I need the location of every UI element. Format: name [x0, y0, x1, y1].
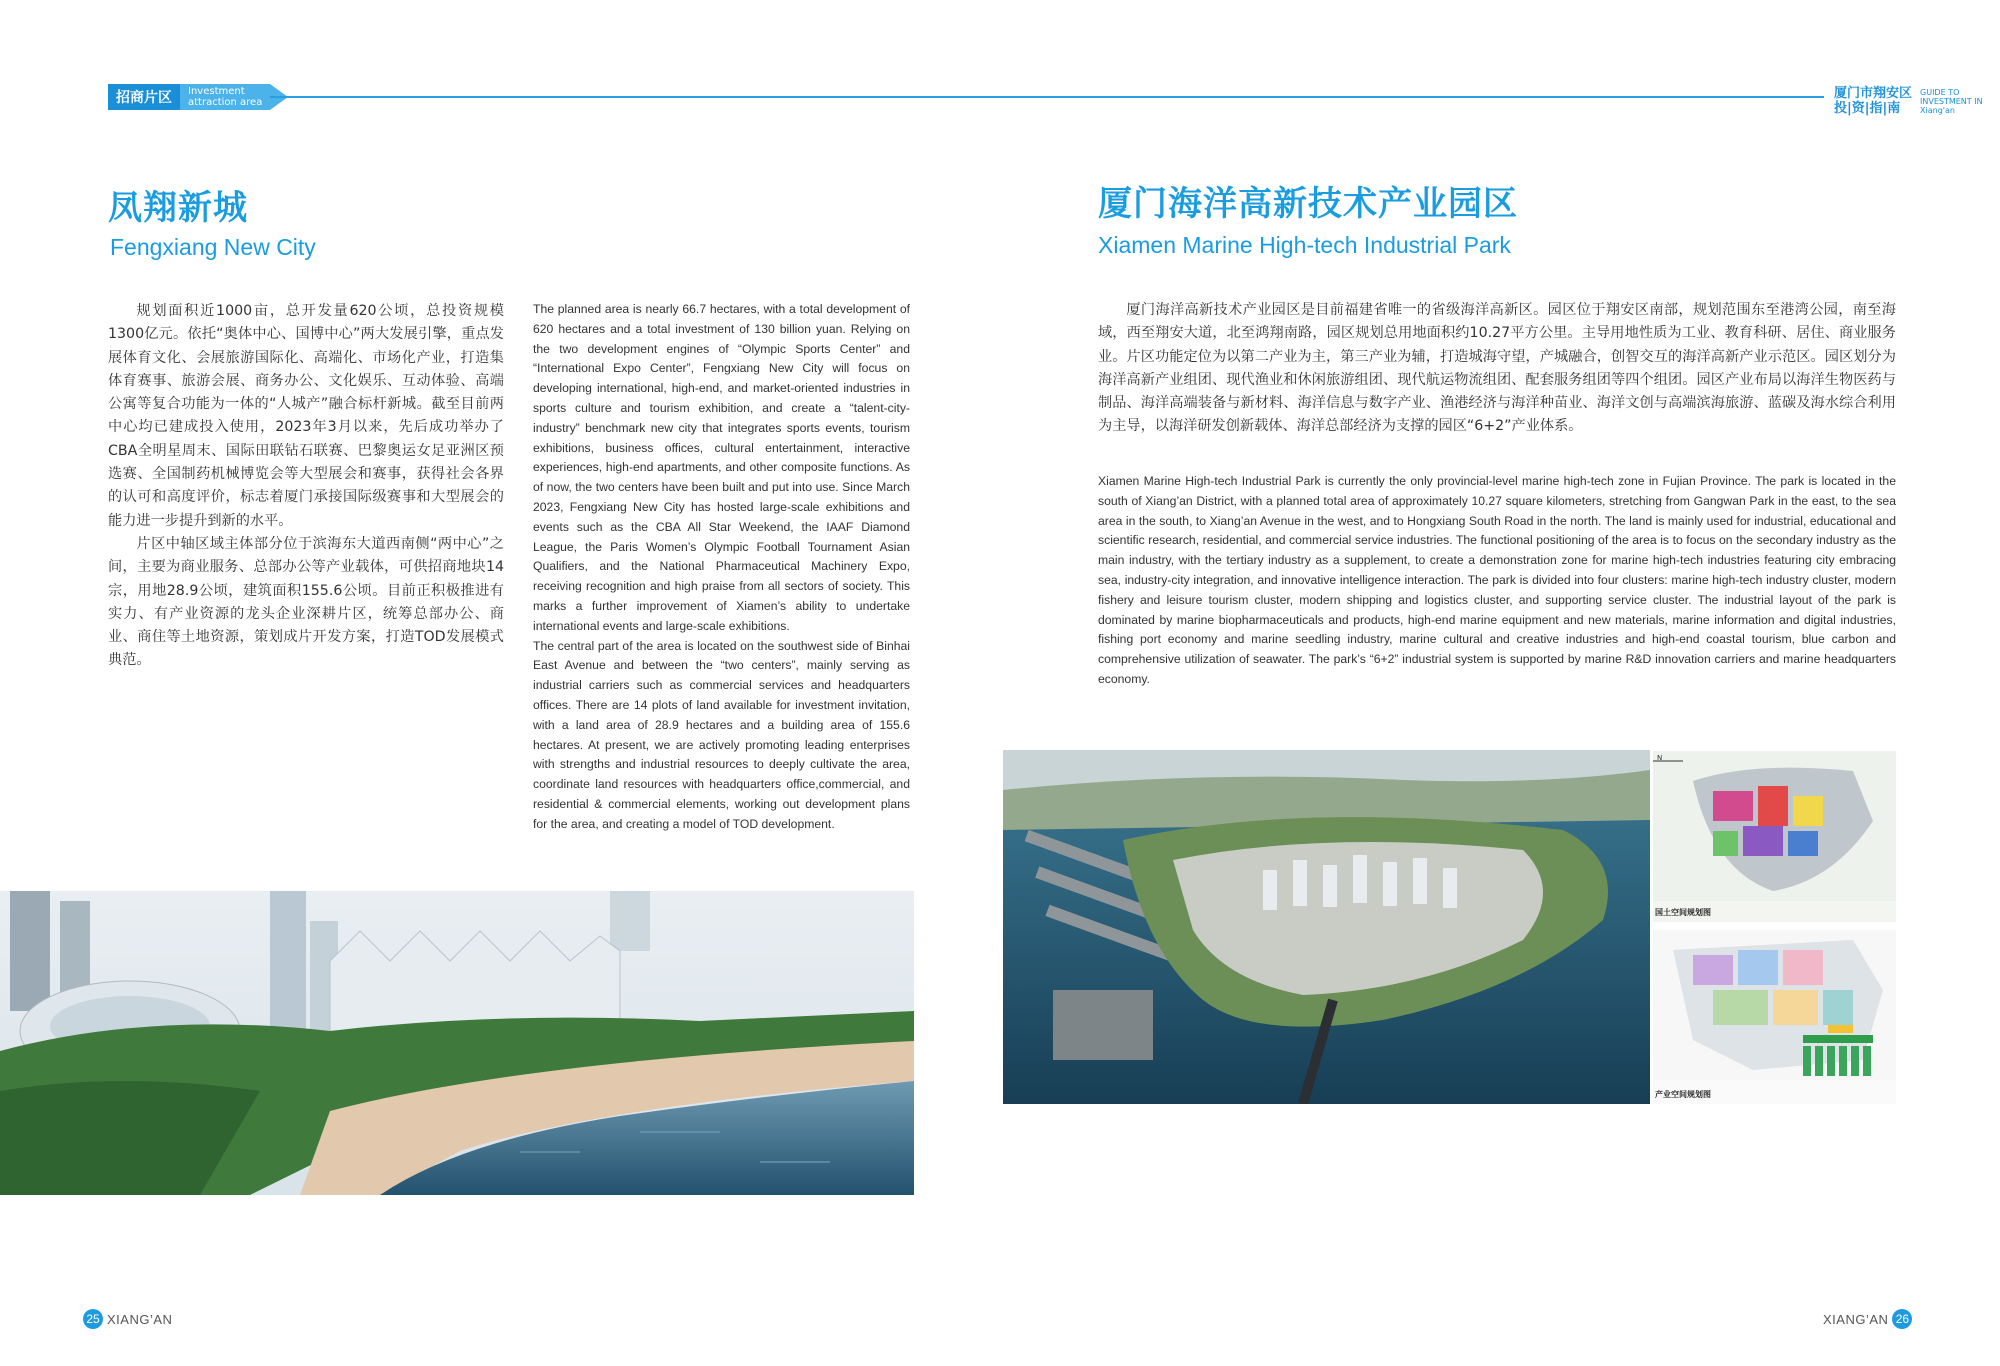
- right-title-cn: 厦门海洋高新技术产业园区: [1098, 184, 1518, 224]
- footer-right: [1823, 1309, 1912, 1329]
- footer-left-text: XIANG’AN: [107, 1311, 173, 1327]
- left-cn-paragraph-1: 规划面积近1000亩，总开发量620公顷，总投资规模1300亿元。依托“奥体中心、国博中心”两大发展引擎，重点发展体育文化、会展旅游国际化、高端化、市场化产业，打造集体育赛事、旅游会展、商务办公、文化娱乐、互动体验、高端公寓等复合功能为一体的“人城产”融合标杆新城。截至目前两中心均已建成投入使用，2023年3月以来，先后成功举办了CBA全明星周末、国际田联钻石联赛、巴黎奥运女足亚洲区预选赛、全国制药机械博览会等大型展会和赛事，获得社会各界的认可和高度评价，标志着厦门承接国际级赛事和大型展会的能力进一步提升到新的水平。: [108, 303, 504, 529]
- left-title-cn: 凤翔新城: [108, 188, 248, 228]
- left-en-paragraph-1: The planned area is nearly 66.7 hectares, with a total development of 620 hectares and a total investment of 130 billion yuan. Relying on the two development engines of “Olympic Sports Center” and “International Expo Center”, Fengxiang New City will focus on developing international, high-end, and market-oriented industries in sports culture and tourism exhibition, and create a “talent-city-industry” benchmark new city that integrates sports events, tourism exhibitions, business offices, cultural entertainment, interactive experiences, high-end apartments, and other composite functions. As of now, the two centers have been built and put into use. Since March 2023, Fengxiang New City has hosted large-scale exhibitions and events such as the CBA All Star Weekend, the IAAF Diamond League, the Paris Women’s Olympic Football Tournament Asian Qualifiers, and the National Pharmaceutical Machinery Expo, receiving recognition and high praise from all sectors of society. This marks a further improvement of Xiamen’s ability to undertake international events and large-scale exhibitions.: [533, 302, 910, 633]
- right-cn-text: [1098, 299, 1896, 439]
- guide-en-line1: GUIDE TO: [1920, 87, 1960, 97]
- guide-badge-cn: [1834, 86, 1912, 116]
- right-en-text: Xiamen Marine High-tech Industrial Park is currently the only provincial-level marine high-tech zone in Fujian Province. The park is located in the south of Xiang’an District, with a planned total area of approximately 10.27 square kilometers, stretching from Gangwan Park in the east, to the sea area in the south, to Xiang’an Avenue in the west, and to Hongxiang South Road in the north. The land is mainly used for industrial, educational and scientific research, residential, and commercial service industries. The functional positioning of the area is to focus on the secondary industry as the main industry, with the tertiary industry as a supplement, to create a demonstration zone for marine high-tech industries featuring city embracing sea, industry-city integration, and innovative intelligence interaction. The park is divided into four clusters: marine high-tech industry cluster, modern fishery and leisure tourism cluster, modern shipping and logistics cluster, and supporting service cluster. The industrial layout of the park is dominated by marine biopharmaceuticals and products, high-end marine equipment and new materials, marine information and digital industries, fishing port economy and marine seedling industry, marine cultural and creative industries and high-end coastal tourism, blue carbon and comprehensive utilization of seawater. The park’s “6+2” industrial system is supported by marine R&D innovation carriers and marine headquarters economy.: [1098, 474, 1896, 686]
- footer-left: [83, 1309, 172, 1329]
- left-en-text: [533, 300, 910, 835]
- guide-cn-line1: 厦门市翔安区: [1834, 86, 1913, 101]
- svg-text:N: N: [1657, 754, 1663, 762]
- guide-en-line3: Xiang'an: [1920, 105, 1955, 115]
- section-tag-en-line1: Investment: [188, 86, 245, 97]
- land-space-plan-map: [1653, 751, 1896, 922]
- section-tag: [108, 84, 288, 110]
- left-title-en: Fengxiang New City: [110, 234, 316, 260]
- left-cn-paragraph-2: 片区中轴区域主体部分位于滨海东大道西南侧“两中心”之间，主要为商业服务、总部办公等产业载体，可供招商地块14宗，用地28.9公顷，建筑面积155.6公顷。目前正积极推进有实力、有产业资源的龙头企业深耕片区，统筹总部办公、商业、商住等土地资源，策划成片开发方案，打造TOD发展模式典范。: [108, 535, 504, 669]
- left-en-paragraph-2: The central part of the area is located on the southwest side of Binhai East Avenue and between the “two centers”, mainly serving as industrial carriers such as commercial services and headquarters offices. There are 14 plots of land available for investment invitation, with a land area of 28.9 hectares and a building area of 155.6 hectares. At present, we are actively promoting leading enterprises with strengths and industrial resources to deeply cultivate the area, coordinate land resources with headquarters office,commercial, and residential & commercial elements, working out development plans for the area, and creating a model of TOD development.: [533, 638, 910, 831]
- industry-space-plan-map: [1653, 930, 1896, 1104]
- guide-en-line2: INVESTMENT IN: [1920, 96, 1983, 106]
- section-tag-cn: 招商片区: [108, 84, 180, 110]
- footer-right-text: XIANG’AN: [1823, 1311, 1889, 1327]
- marine-park-aerial-rendering: [1003, 750, 1650, 1104]
- land-space-plan-caption: 国土空间规划图: [1655, 908, 1711, 917]
- right-cn-paragraph-1: 厦门海洋高新技术产业园区是目前福建省唯一的省级海洋高新区。园区位于翔安区南部，规划范围东至港湾公园，南至海域，西至翔安大道，北至鸿翔南路，园区规划总用地面积约10.27平方公里。主导用地性质为工业、教育科研、居住、商业服务业。片区功能定位为以第二产业为主，第三产业为辅，打造城海守望，产城融合，创智交互的海洋高新产业示范区。园区划分为海洋高新产业组团、现代渔业和休闲旅游组团、现代航运物流组团、配套服务组团等四个组团。园区产业布局以海洋生物医药与制品、海洋高端装备与新材料、海洋信息与数字产业、渔港经济与海洋种苗业、海洋文创与高端滨海旅游、蓝碳及海水综合利用为主导，以海洋研发创新载体、海洋总部经济为支撑的园区“6+2”产业体系。: [1098, 302, 1896, 435]
- guide-cn-line2: 投|资|指|南: [1834, 101, 1901, 116]
- fengxiang-beach-rendering: [0, 891, 914, 1195]
- guide-badge-en: [1920, 88, 1983, 115]
- section-tag-en-line2: attraction area: [188, 97, 263, 108]
- guide-badge: [1834, 86, 1983, 116]
- page-number-right: 26: [1892, 1309, 1912, 1329]
- header-rule: [270, 96, 1824, 98]
- right-title-en: Xiamen Marine High-tech Industrial Park: [1098, 232, 1511, 258]
- section-tag-en: [180, 84, 270, 110]
- industry-space-plan-caption: 产业空间规划图: [1655, 1090, 1711, 1099]
- page-number-left: 25: [83, 1309, 103, 1329]
- left-cn-text: [108, 300, 504, 673]
